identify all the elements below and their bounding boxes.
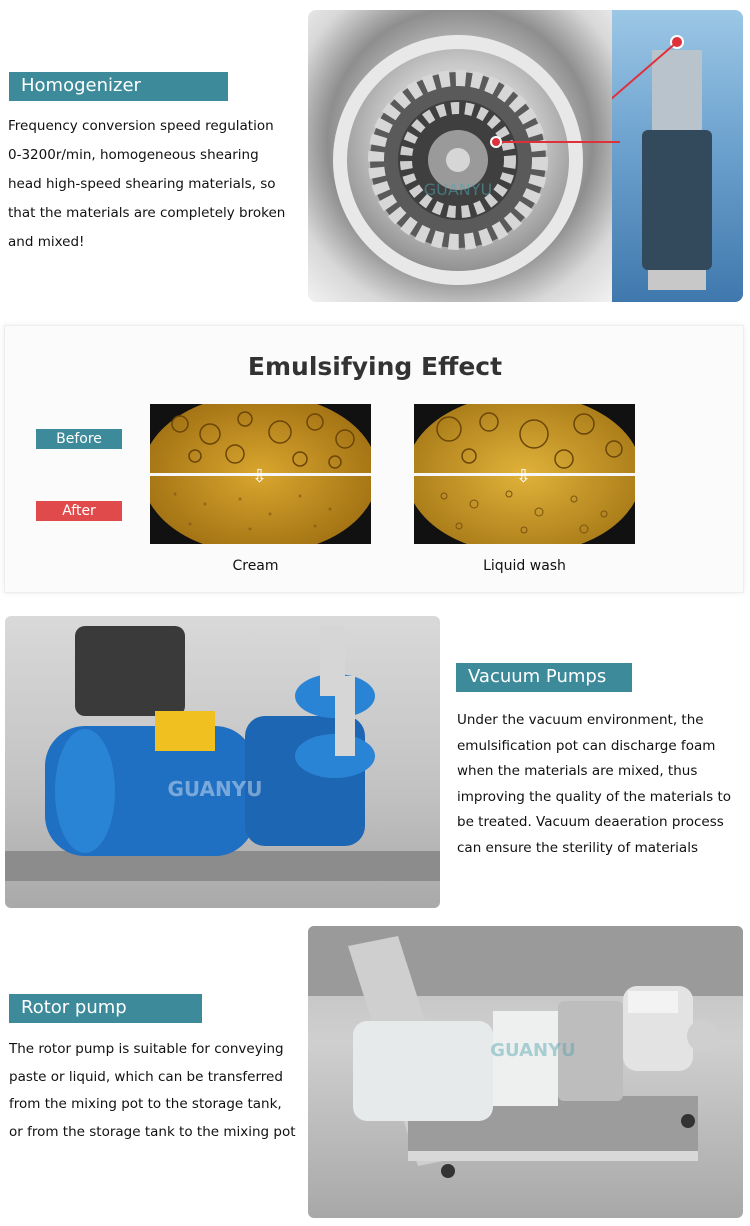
vacuum-line: when the materials are mixed, thus [457, 763, 698, 780]
homogenizer-machine-photo [612, 10, 743, 302]
homogenizer-section [0, 0, 750, 310]
emulsifying-title: Emulsifying Effect [247, 352, 503, 381]
cream-micrograph [150, 404, 371, 544]
homogenizer-line: and mixed! [8, 234, 85, 250]
liquid-wash-label: Liquid wash [483, 558, 566, 574]
vacuum-heading: Vacuum Pumps [456, 663, 632, 692]
homogenizer-description [8, 112, 285, 257]
after-label: After [36, 501, 122, 521]
rotor-line: paste or liquid, which can be transferred [9, 1068, 283, 1085]
rotor-pump-photo [308, 926, 743, 1218]
liquid-wash-micrograph [414, 404, 635, 544]
vacuum-line: emulsification pot can discharge foam [457, 737, 716, 754]
vacuum-line: can ensure the sterility of materials [457, 839, 698, 856]
vacuum-section [0, 615, 750, 910]
rotor-heading: Rotor pump [9, 994, 202, 1023]
down-arrow-icon: ⇩ [516, 466, 532, 486]
rotor-watermark: GUANYU [490, 1040, 576, 1061]
homogenizer-line: Frequency conversion speed regulation [8, 118, 274, 134]
vacuum-line: improving the quality of the materials to [457, 788, 732, 805]
vacuum-watermark: GUANYU [167, 777, 263, 801]
rotor-description [9, 1036, 296, 1146]
rotor-section [0, 925, 750, 1225]
homogenizer-line: 0-3200r/min, homogeneous shearing [8, 147, 259, 163]
homogenizer-line: head high-speed shearing materials, so [8, 176, 276, 192]
vacuum-line: be treated. Vacuum deaeration process [457, 814, 724, 831]
vacuum-description [457, 708, 731, 862]
rotor-line: or from the storage tank to the mixing pot [9, 1123, 296, 1140]
down-arrow-icon: ⇩ [252, 466, 268, 486]
vacuum-pump-photo [5, 616, 440, 908]
homogenizer-heading: Homogenizer [9, 72, 228, 101]
rotor-line: The rotor pump is suitable for conveying [9, 1041, 284, 1057]
pointer-line [490, 130, 620, 160]
rotor-line: from the mixing pot to the storage tank, [9, 1096, 282, 1112]
vacuum-line: Under the vacuum environment, the [457, 712, 704, 728]
before-label: Before [36, 429, 122, 449]
cream-label: Cream [232, 558, 279, 574]
homogenizer-line: that the materials are completely broken [8, 205, 286, 221]
emulsifying-section [0, 325, 750, 595]
homogenizer-watermark: GUANYU [423, 180, 493, 199]
